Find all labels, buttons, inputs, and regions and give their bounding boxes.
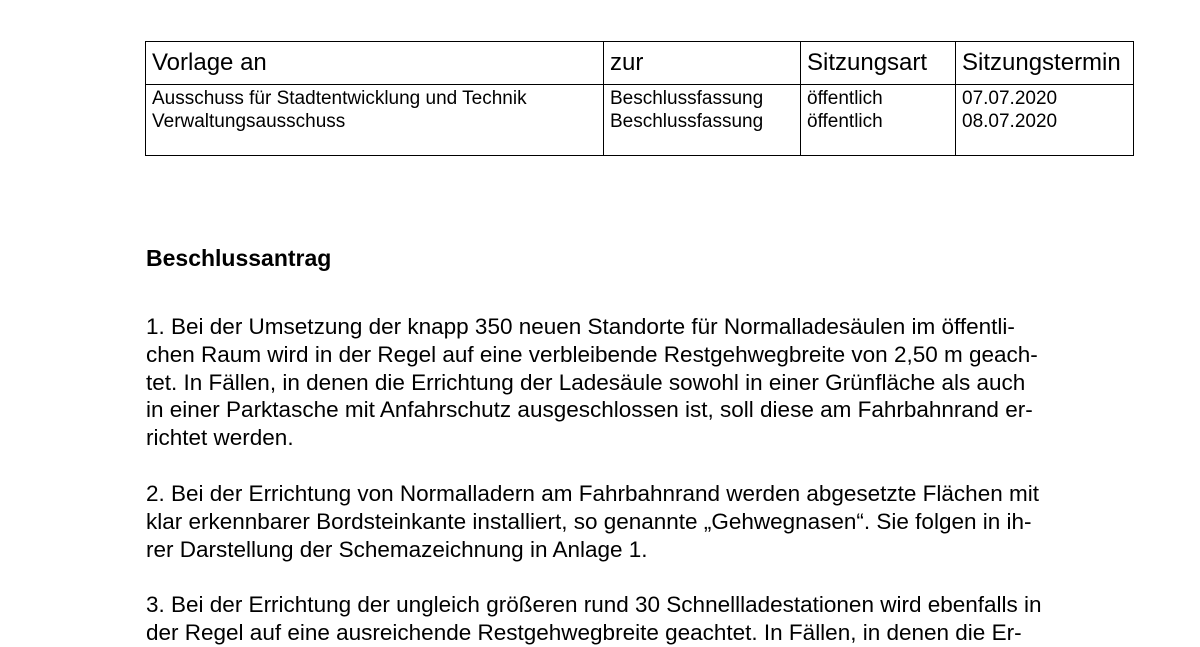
session-date-value: 07.07.2020 (962, 88, 1058, 109)
text-line: 2. Bei der Errichtung von Normalladern am Fahrbahnrand werden abgesetzte Flächen mit (146, 481, 1039, 506)
session-type-value: öffentlich (807, 88, 883, 109)
submission-table (145, 41, 1134, 156)
text-line: der Regel auf eine ausreichende Restgehwegbreite geachtet. In Fällen, in denen die Er- (146, 619, 1022, 645)
cell-sitzungstermin (956, 85, 1134, 156)
paragraph-3 (146, 591, 1126, 647)
paragraph-2 (146, 480, 1126, 563)
text-line: 1. Bei der Umsetzung der knapp 350 neuen Standorte für Normalladesäulen im öffentli- (146, 314, 1015, 339)
text-line: rer Darstellung der Schemazeichnung in Anlage 1. (146, 536, 648, 562)
session-date-value: 08.07.2020 (962, 111, 1058, 132)
table-body-row (146, 85, 1134, 156)
section-heading: Beschlussantrag (146, 245, 332, 271)
cell-zur (604, 85, 801, 156)
header-vorlage-an: Vorlage an (146, 42, 604, 85)
header-sitzungsart: Sitzungsart (801, 42, 956, 85)
cell-sitzungsart (801, 85, 956, 156)
cell-vorlage-an (146, 85, 604, 156)
purpose-value: Beschlussfassung (610, 88, 764, 109)
text-line: 3. Bei der Errichtung der ungleich größeren rund 30 Schnellladestationen wird ebenfalls in (146, 592, 1042, 617)
paragraph-1 (146, 313, 1126, 452)
text-line: klar erkennbarer Bordsteinkante installiert, so genannte „Gehwegnasen“. Sie folgen in ih- (146, 508, 1032, 534)
header-zur: zur (604, 42, 801, 85)
text-line: chen Raum wird in der Regel auf eine verbleibende Restgehwegbreite von 2,50 m geach- (146, 341, 1038, 367)
purpose-value: Beschlussfassung (610, 111, 764, 132)
header-sitzungstermin: Sitzungstermin (956, 42, 1134, 85)
table-header-row (146, 42, 1134, 85)
text-line: tet. In Fällen, in denen die Errichtung der Ladesäule sowohl in einer Grünfläche als auch (146, 369, 1026, 395)
text-line: in einer Parktasche mit Anfahrschutz ausgeschlossen ist, soll diese am Fahrbahnrand er- (146, 397, 1033, 423)
session-type-value: öffentlich (807, 111, 883, 132)
text-line: richtet werden. (146, 425, 294, 451)
committee-name: Ausschuss für Stadtentwicklung und Technik (152, 88, 527, 109)
committee-name: Verwaltungsausschuss (152, 111, 346, 132)
